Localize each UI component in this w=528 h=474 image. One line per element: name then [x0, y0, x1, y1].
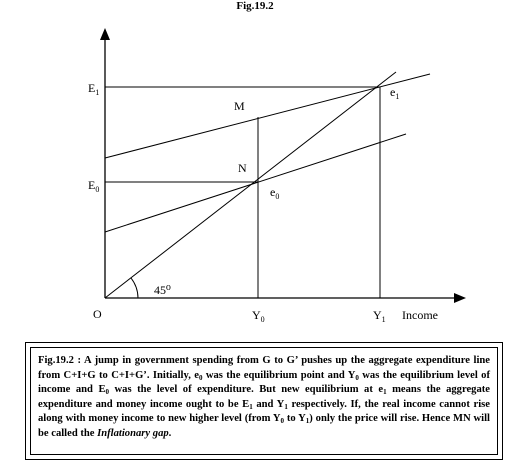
- caption-frame: [25, 342, 503, 460]
- figure-title: Fig.19.2: [236, 0, 274, 12]
- angle-label: 45⁰: [154, 283, 171, 297]
- figure-caption: [30, 347, 498, 455]
- e0-level-label: $E_0$: [88, 178, 100, 194]
- point-n-label: N: [238, 161, 247, 175]
- origin-label: O: [93, 307, 102, 321]
- point-e1-label: $e_1$: [390, 85, 400, 101]
- point-m-label: M: [234, 99, 245, 113]
- caption-subscript: 0: [105, 388, 110, 396]
- point-e0-label: $e_0$: [270, 185, 280, 201]
- caption-subscript: 0: [355, 373, 359, 382]
- caption-text: means the aggregate expenditure and money income ought to be E: [38, 384, 490, 410]
- vertical-axis-arrowhead: [100, 28, 110, 40]
- e1-level-label: $E_1$: [88, 81, 100, 97]
- axes: [105, 38, 457, 298]
- angle-arc: [131, 278, 138, 298]
- caption-emphasis: Inflationary gap: [97, 427, 169, 439]
- caption-subscript: 1: [284, 402, 288, 411]
- caption-text: .: [168, 427, 172, 439]
- caption-text: and Y: [252, 398, 285, 410]
- y1-label: $Y_1$: [373, 308, 386, 324]
- caption-subscript: 1: [383, 388, 387, 396]
- caption-subscript: 0: [198, 373, 203, 382]
- y0-label: $Y_0$: [252, 308, 265, 324]
- expenditure-line-c-i-g: [105, 134, 406, 232]
- x-axis-label: Income: [402, 308, 438, 322]
- caption-subscript: 0: [280, 417, 285, 425]
- caption-text: was the level of expenditure. But new equilibrium at e: [109, 384, 384, 395]
- caption-text: to Y: [284, 413, 306, 424]
- caption-text: respectively. If, the real income cannot rise along with money income to new higher level (from Y: [38, 398, 490, 424]
- caption-text: was the equilibrium level of income and E: [38, 369, 490, 395]
- caption-text: ) only the price will rise. Hence MN will be called the: [38, 413, 490, 439]
- caption-text: was the equilibrium point and Y: [202, 369, 356, 381]
- caption-subscript: 1: [249, 402, 253, 411]
- caption-subscript: 1: [305, 417, 310, 425]
- horizontal-axis-arrowhead: [454, 293, 466, 303]
- caption-text: Fig.19.2 : A jump in government spending from G to G’ pushes up the aggregate expenditure line from C+I+G to C+I+G’. Initially, e: [38, 355, 490, 381]
